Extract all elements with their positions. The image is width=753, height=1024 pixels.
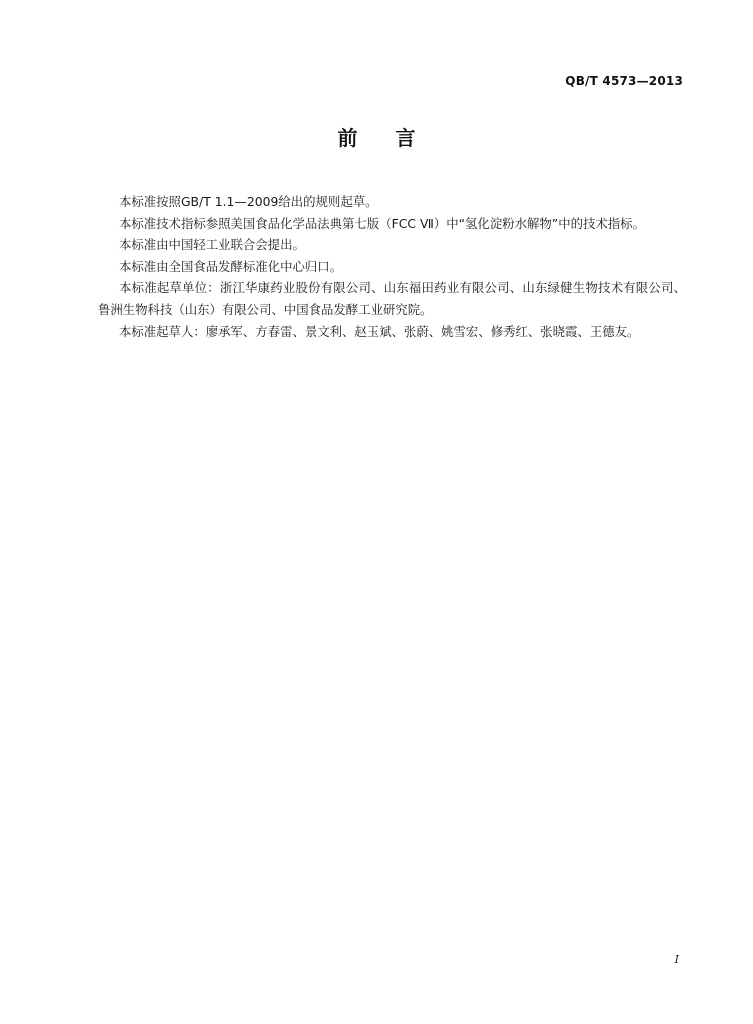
paragraph-drafters: 本标准起草人：廖承军、方春雷、景文利、赵玉斌、张蔚、姚雪宏、修秀红、张晓霞、王德友。 (119, 323, 640, 339)
paragraph-technical-reference: 本标准技术指标参照美国食品化学品法典第七版（FCC Ⅶ）中“氢化淀粉水解物”中的技术指标。 (119, 215, 645, 231)
standard-number: QB/T 4573—2013 (565, 74, 683, 88)
title-char-2: 言 (395, 126, 416, 150)
paragraph-drafting-rules: 本标准按照GB/T 1.1—2009给出的规则起草。 (119, 194, 378, 209)
title-char-1: 前 (337, 126, 358, 150)
foreword-body (98, 191, 686, 342)
paragraph-administered-by: 本标准由全国食品发酵标准化中心归口。 (119, 258, 343, 274)
page-title (0, 122, 753, 151)
page-number: I (674, 953, 679, 966)
paragraph-proposed-by: 本标准由中国轻工业联合会提出。 (119, 237, 305, 253)
paragraph-drafting-units: 本标准起草单位：浙江华康药业股份有限公司、山东福田药业有限公司、山东绿健生物技术有限公司、鲁洲生物科技（山东）有限公司、中国食品发酵工业研究院。 (98, 280, 686, 317)
